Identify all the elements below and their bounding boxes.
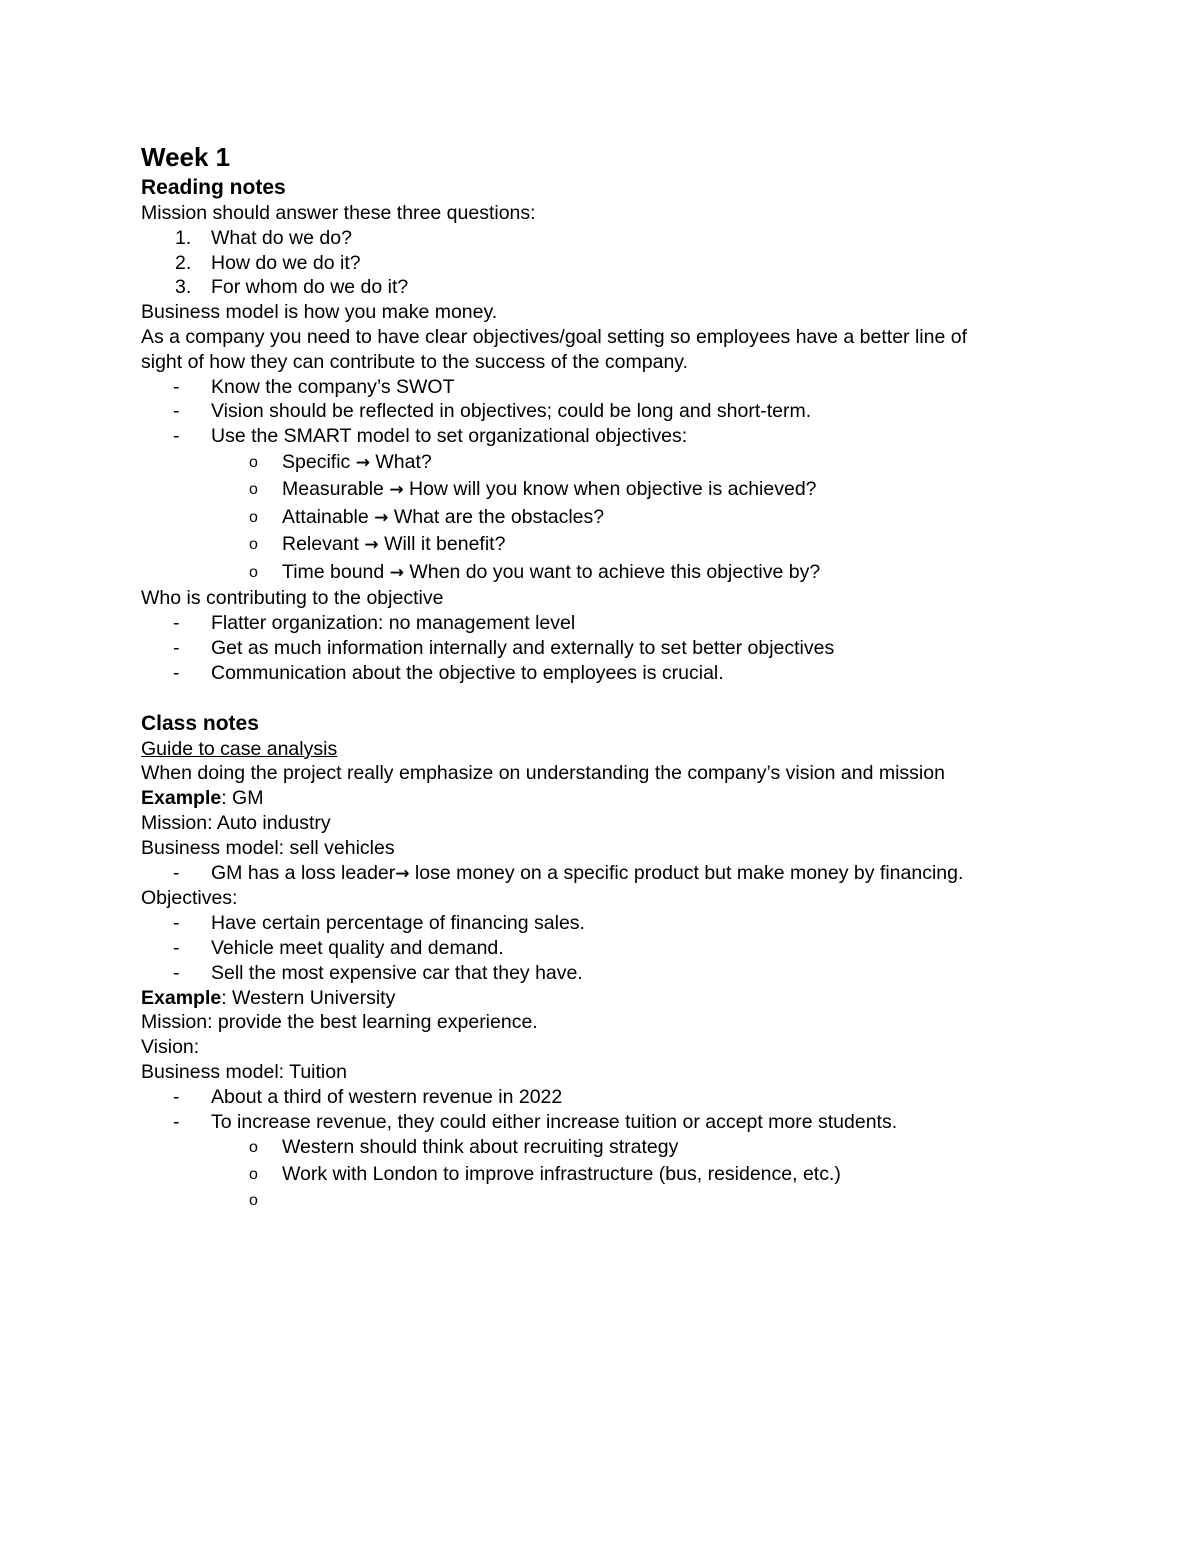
smart-description: What? xyxy=(375,450,432,473)
list-item-text: For whom do we do it? xyxy=(211,276,409,299)
dash-bullet: - xyxy=(173,612,180,635)
circle-bullet: o xyxy=(249,1165,258,1183)
gm-objectives-label: Objectives: xyxy=(141,887,238,910)
list-item xyxy=(141,936,1101,961)
smart-term: Specific xyxy=(282,450,351,473)
list-item-text: Flatter organization: no management level xyxy=(211,612,576,635)
list-number: 2. xyxy=(175,251,192,274)
smart-description: When do you want to achieve this objective by? xyxy=(409,560,821,583)
dash-bullet: - xyxy=(173,937,180,960)
list-item-text: How do we do it? xyxy=(211,251,361,274)
list-item xyxy=(141,611,1101,636)
list-item-text: About a third of western revenue in 2022 xyxy=(211,1085,563,1108)
list-item xyxy=(141,375,1101,400)
list-item xyxy=(141,1085,1101,1110)
circle-bullet: o xyxy=(249,481,258,499)
sub-list-item xyxy=(141,504,1101,532)
circle-bullet: o xyxy=(249,453,258,471)
circle-bullet: o xyxy=(249,1192,258,1210)
western-mission-line: Mission: provide the best learning experience. xyxy=(141,1011,538,1034)
dash-bullet: - xyxy=(173,661,180,684)
sub-list-item xyxy=(141,531,1101,559)
arrow-icon: → xyxy=(395,863,410,884)
dash-bullet: - xyxy=(173,961,180,984)
sub-list-item xyxy=(141,1187,1101,1214)
sub-list-item xyxy=(141,1134,1101,1161)
list-number: 3. xyxy=(175,276,192,299)
objectives-paragraph-line-2: sight of how they can contribute to the success of the company. xyxy=(141,350,689,373)
gm-mission-line: Mission: Auto industry xyxy=(141,812,331,835)
document-page xyxy=(141,140,1101,1214)
list-item xyxy=(141,226,1101,251)
circle-bullet: o xyxy=(249,508,258,526)
dash-bullet: - xyxy=(173,912,180,935)
smart-description: What are the obstacles? xyxy=(393,505,605,528)
list-item-text: To increase revenue, they could either increase tuition or accept more students. xyxy=(211,1110,898,1133)
smart-description: How will you know when objective is achieved? xyxy=(408,478,817,501)
list-item xyxy=(141,661,1101,686)
mission-intro: Mission should answer these three questions: xyxy=(141,202,536,224)
dash-bullet: - xyxy=(173,400,180,423)
sub-list-item-text: Western should think about recruiting strategy xyxy=(282,1136,679,1159)
list-item xyxy=(141,275,1101,300)
circle-bullet: o xyxy=(249,1139,258,1157)
spacer xyxy=(141,686,1101,710)
sub-list-item-text xyxy=(282,1189,287,1211)
list-item xyxy=(141,861,1101,887)
sub-list-item xyxy=(141,1161,1101,1188)
loss-leader-text: GM has a loss leader xyxy=(211,861,396,884)
who-contributing-line: Who is contributing to the objective xyxy=(141,587,444,610)
dash-bullet: - xyxy=(173,375,180,398)
reading-notes-heading: Reading notes xyxy=(141,176,286,199)
business-model-line: Business model is how you make money. xyxy=(141,301,498,324)
loss-leader-text-rest: lose money on a specific product but make money by financing. xyxy=(409,861,964,884)
example-gm-line xyxy=(141,786,1101,811)
list-item-text: Vehicle meet quality and demand. xyxy=(211,937,504,960)
circle-bullet: o xyxy=(249,563,258,581)
list-item xyxy=(141,399,1101,424)
arrow-icon: → xyxy=(389,480,404,501)
smart-term: Time bound xyxy=(282,560,385,583)
smart-term: Attainable xyxy=(282,505,369,528)
list-item xyxy=(141,1110,1101,1135)
list-item xyxy=(141,251,1101,276)
page-title: Week 1 xyxy=(141,142,231,172)
emphasize-line: When doing the project really emphasize on understanding the company’s vision and mission xyxy=(141,762,945,785)
list-number: 1. xyxy=(175,226,192,249)
dash-bullet: - xyxy=(173,637,180,660)
example-western-line xyxy=(141,986,1101,1011)
list-item-text: Get as much information internally and externally to set better objectives xyxy=(211,637,835,660)
sub-list-item xyxy=(141,559,1101,587)
guide-link: Guide to case analysis xyxy=(141,737,338,760)
smart-term: Relevant xyxy=(282,533,359,556)
smart-term: Measurable xyxy=(282,478,384,501)
western-business-model-line: Business model: Tuition xyxy=(141,1061,347,1084)
list-item xyxy=(141,911,1101,936)
dash-bullet: - xyxy=(173,425,180,448)
sub-list-item xyxy=(141,476,1101,504)
sub-list-item xyxy=(141,449,1101,477)
list-item-text: Sell the most expensive car that they have. xyxy=(211,961,583,984)
example-label: Example xyxy=(141,986,222,1009)
dash-bullet: - xyxy=(173,861,180,884)
example-label: Example xyxy=(141,787,222,810)
list-item xyxy=(141,636,1101,661)
list-item-text: Use the SMART model to set organizational objectives: xyxy=(211,425,688,448)
list-item-text: Vision should be reflected in objectives; could be long and short-term. xyxy=(211,400,812,423)
arrow-icon: → xyxy=(389,562,404,583)
western-vision-line: Vision: xyxy=(141,1036,200,1059)
list-item xyxy=(141,424,1101,449)
arrow-icon: → xyxy=(364,535,379,556)
list-item xyxy=(141,961,1101,986)
example-value: : Western University xyxy=(221,986,396,1009)
gm-business-model-line: Business model: sell vehicles xyxy=(141,836,395,859)
circle-bullet: o xyxy=(249,536,258,554)
arrow-icon: → xyxy=(355,452,370,473)
list-item-text: Have certain percentage of financing sales. xyxy=(211,912,585,935)
smart-description: Will it benefit? xyxy=(384,533,506,556)
arrow-icon: → xyxy=(374,507,389,528)
objectives-paragraph-line-1: As a company you need to have clear objectives/goal setting so employees have a better line of xyxy=(141,325,967,348)
list-item-text: What do we do? xyxy=(211,226,352,249)
list-item-text: Communication about the objective to employees is crucial. xyxy=(211,661,724,684)
example-value: : GM xyxy=(221,787,264,810)
dash-bullet: - xyxy=(173,1085,180,1108)
class-notes-heading: Class notes xyxy=(141,711,259,735)
dash-bullet: - xyxy=(173,1110,180,1133)
list-item-text: Know the company’s SWOT xyxy=(211,375,455,398)
sub-list-item-text: Work with London to improve infrastructure (bus, residence, etc.) xyxy=(282,1162,841,1185)
